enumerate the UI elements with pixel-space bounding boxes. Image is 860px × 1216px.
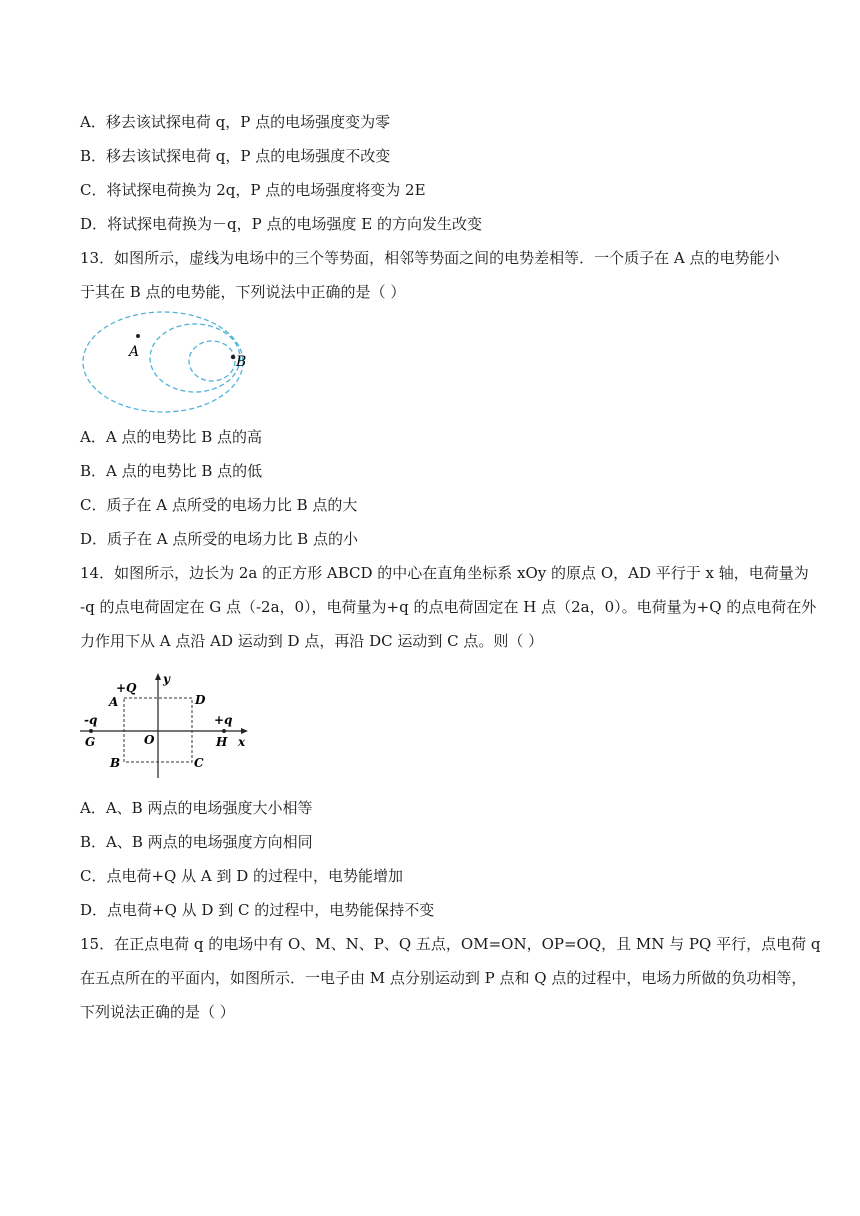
plus-q-big-label: +Q	[116, 681, 137, 695]
inner-equipotential	[189, 341, 235, 381]
q13-equipotential-figure	[78, 306, 278, 416]
point-b-dot	[231, 355, 235, 359]
q13-option-a: A．A 点的电势比 B 点的高	[80, 428, 262, 446]
q13-option-b: B．A 点的电势比 B 点的低	[80, 462, 263, 480]
q12-option-d: D．将试探电荷换为－q，P 点的电场强度 E 的方向发生改变	[80, 215, 482, 233]
point-b-label: B	[110, 756, 121, 770]
origin-label: O	[144, 733, 155, 747]
minus-q-label: -q	[84, 713, 98, 727]
q12-option-c: C．将试探电荷换为 2q，P 点的电场强度将变为 2E	[80, 181, 426, 199]
q12-option-a: A．移去该试探电荷 q，P 点的电场强度变为零	[80, 113, 391, 131]
point-g-dot	[89, 729, 93, 733]
point-b-label: B	[236, 354, 247, 370]
point-h-label: H	[216, 735, 228, 749]
q13-option-c: C．质子在 A 点所受的电场力比 B 点的大	[80, 496, 358, 514]
q14-option-a: A．A、B 两点的电场强度大小相等	[80, 799, 313, 817]
q14-option-b: B．A、B 两点的电场强度方向相同	[80, 833, 313, 851]
q13-stem-line1: 13．如图所示，虚线为电场中的三个等势面，相邻等势面之间的电势差相等．一个质子在 A 点的电势能小	[80, 249, 780, 267]
x-axis-arrow-icon	[241, 728, 248, 734]
q14-stem-line1: 14．如图所示，边长为 2a 的正方形 ABCD 的中心在直角坐标系 xOy 的原点 O，AD 平行于 x 轴，电荷量为	[80, 564, 809, 582]
q14-coordinate-figure	[76, 668, 256, 783]
q14-stem-line3: 力作用下从 A 点沿 AD 运动到 D 点，再沿 DC 运动到 C 点。则（ ）	[80, 632, 544, 650]
point-a-label: A	[109, 695, 119, 709]
point-c-label: C	[194, 756, 204, 770]
q15-stem-line2: 在五点所在的平面内，如图所示．一电子由 M 点分别运动到 P 点和 Q 点的过程中，电场力所做的负功相等，	[80, 969, 807, 987]
x-axis-label: x	[238, 735, 246, 749]
y-axis-arrow-icon	[155, 673, 161, 680]
q14-option-d: D．点电荷+Q 从 D 到 C 的过程中，电势能保持不变	[80, 901, 435, 919]
q14-stem-line2: -q 的点电荷固定在 G 点（-2a，0），电荷量为+q 的点电荷固定在 H 点（2a，0）。电荷量为+Q 的点电荷在外	[80, 598, 817, 616]
q15-stem-line1: 15．在正点电荷 q 的电场中有 O、M、N、P、Q 五点，OM=ON，OP=OQ，且 MN 与 PQ 平行，点电荷 q	[80, 935, 821, 953]
q15-stem-line3: 下列说法正确的是（ ）	[80, 1003, 235, 1021]
point-a-label: A	[129, 344, 140, 360]
middle-equipotential	[150, 324, 240, 392]
point-a-dot	[136, 334, 140, 338]
y-axis-label: y	[163, 672, 170, 686]
point-g-label: G	[85, 735, 96, 749]
q13-option-d: D．质子在 A 点所受的电场力比 B 点的小	[80, 530, 358, 548]
q14-option-c: C．点电荷+Q 从 A 到 D 的过程中，电势能增加	[80, 867, 404, 885]
point-h-dot	[222, 729, 226, 733]
outer-equipotential	[83, 312, 243, 412]
q13-stem-line2: 于其在 B 点的电势能，下列说法中正确的是（ ）	[80, 283, 406, 301]
q12-option-b: B．移去该试探电荷 q，P 点的电场强度不改变	[80, 147, 391, 165]
plus-q-label: +q	[214, 713, 233, 727]
point-d-label: D	[195, 693, 206, 707]
